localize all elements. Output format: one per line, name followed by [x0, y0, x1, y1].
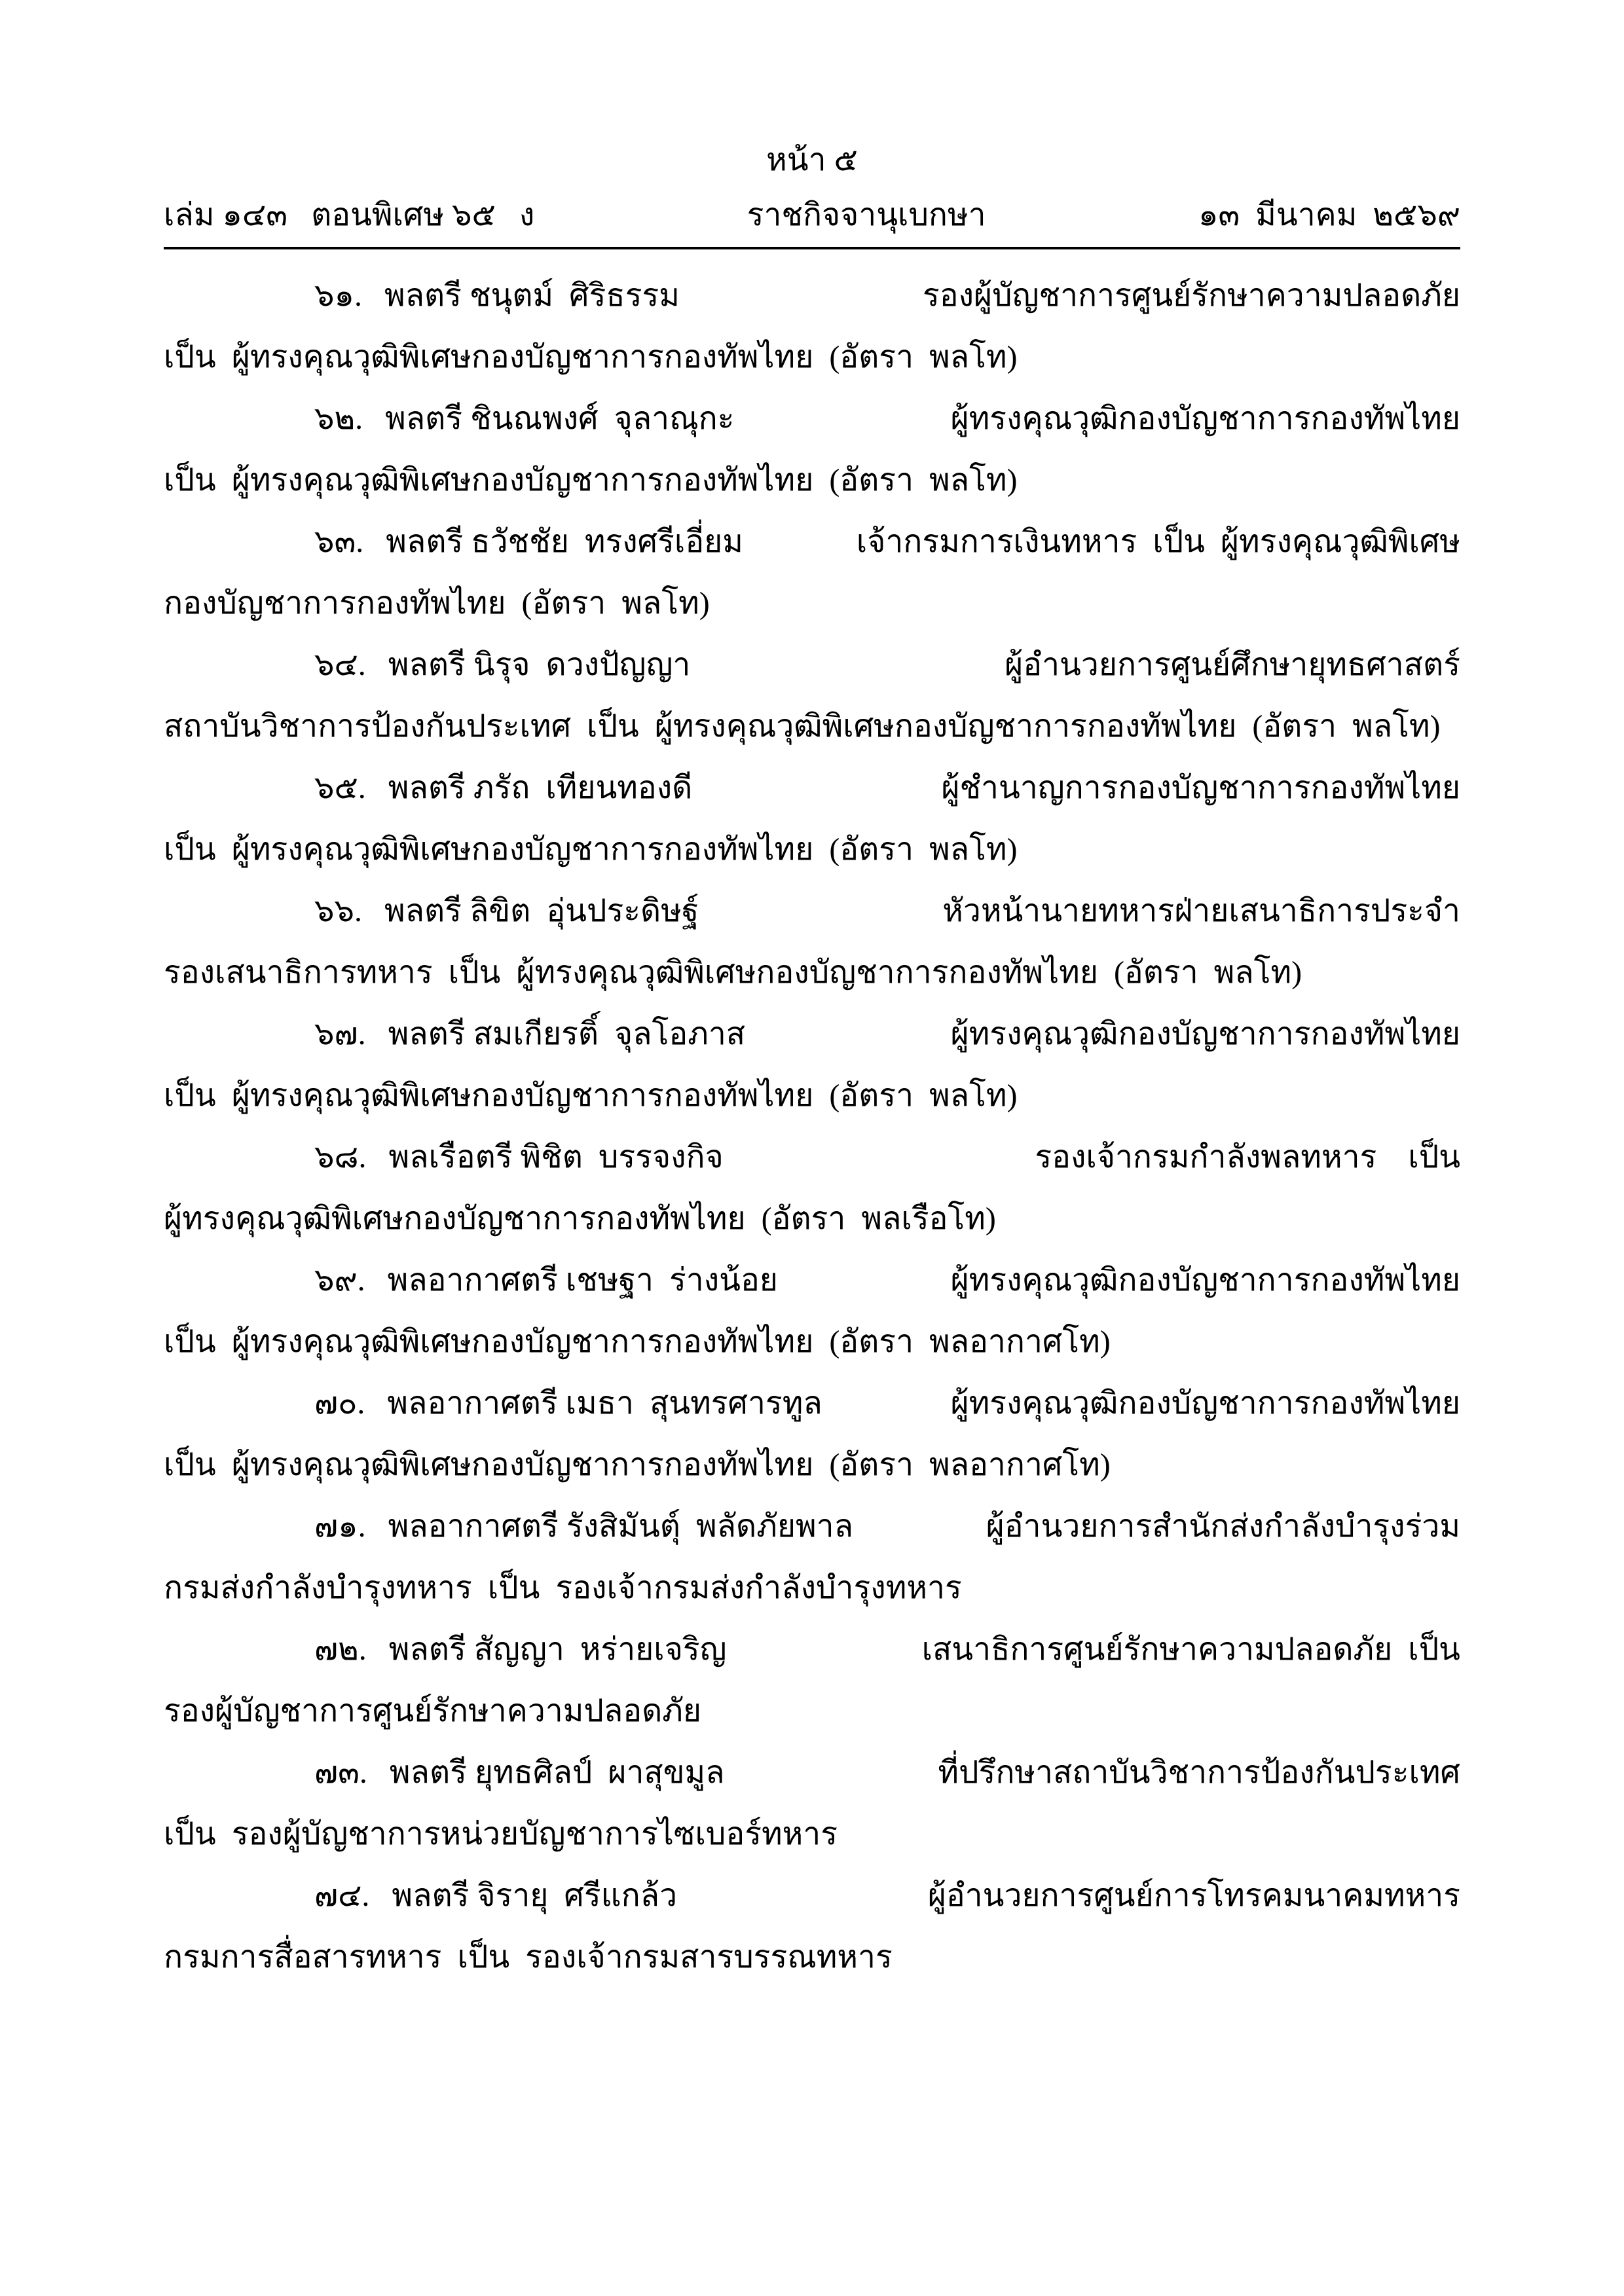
entry-first-line — [164, 511, 1460, 573]
entry-left-group — [164, 1127, 724, 1188]
appointment-continuation: กองบัญชาการกองทัพไทย (อัตรา พลโท) — [164, 586, 710, 621]
appointment-continuation: เป็น ผู้ทรงคุณวุฒิพิเศษกองบัญชาการกองทัพไทย (อัตรา พลโท) — [164, 832, 1018, 867]
header-divider — [164, 247, 1460, 249]
current-position: ผู้ทรงคุณวุฒิกองบัญชาการกองทัพไทย — [950, 401, 1460, 436]
appointment-entry — [164, 1004, 1460, 1127]
entry-first-line — [164, 1127, 1460, 1188]
current-position: ที่ปรึกษาสถาบันวิชาการป้องกันประเทศ — [938, 1755, 1460, 1790]
appointment-continuation: เป็น ผู้ทรงคุณวุฒิพิเศษกองบัญชาการกองทัพไทย (อัตรา พลโท) — [164, 463, 1018, 498]
appointment-entry — [164, 757, 1460, 881]
entry-left-group — [164, 388, 734, 450]
entry-left-group — [164, 1373, 822, 1434]
entry-left-group — [164, 511, 743, 573]
officer-name: พลอากาศตรี เชษฐา ร่างน้อย — [387, 1263, 778, 1298]
current-position: ผู้อำนวยการศูนย์ศึกษายุทธศาสตร์ — [1005, 647, 1460, 682]
appointment-continuation: ผู้ทรงคุณวุฒิพิเศษกองบัญชาการกองทัพไทย (อัตรา พลเรือโท) — [164, 1201, 996, 1236]
entry-number: ๖๗. — [314, 1017, 366, 1051]
current-position: ผู้ทรงคุณวุฒิกองบัญชาการกองทัพไทย — [950, 1386, 1460, 1421]
entry-number: ๗๓. — [314, 1755, 367, 1790]
gazette-title: ราชกิจจานุเบกษา — [747, 198, 986, 232]
entry-number: ๖๙. — [314, 1263, 365, 1298]
entry-number: ๖๒. — [314, 401, 363, 436]
officer-name: พลตรี นิรุจ ดวงปัญญา — [388, 647, 691, 682]
officer-name: พลตรี ชนุตม์ ศิริธรรม — [384, 278, 680, 313]
appointment-continuation: เป็น ผู้ทรงคุณวุฒิพิเศษกองบัญชาการกองทัพไทย (อัตรา พลโท) — [164, 340, 1018, 374]
officer-name: พลตรี จิรายุ ศรีแกล้ว — [392, 1878, 678, 1913]
entry-number: ๗๑. — [314, 1509, 366, 1544]
appointment-entry — [164, 1250, 1460, 1373]
appointment-continuation: รองผู้บัญชาการศูนย์รักษาความปลอดภัย — [164, 1694, 702, 1728]
current-position: เจ้ากรมการเงินทหาร เป็น ผู้ทรงคุณวุฒิพิเศษ — [856, 524, 1460, 559]
entry-number: ๖๘. — [314, 1140, 367, 1175]
appointment-entry — [164, 1496, 1460, 1619]
entry-first-line — [164, 634, 1460, 696]
appointment-entry — [164, 1619, 1460, 1742]
officer-name: พลตรี ภรัถ เทียนทองดี — [388, 771, 693, 805]
entry-number: ๖๓. — [314, 524, 364, 559]
entry-number: ๖๖. — [314, 894, 362, 928]
appointment-entry — [164, 881, 1460, 1004]
appointment-continuation: รองเสนาธิการทหาร เป็น ผู้ทรงคุณวุฒิพิเศษกองบัญชาการกองทัพไทย (อัตรา พลโท) — [164, 955, 1302, 990]
officer-name: พลตรี สัญญา หร่ายเจริญ — [388, 1632, 727, 1667]
appointment-continuation: กรมส่งกำลังบำรุงทหาร เป็น รองเจ้ากรมส่งกำลังบำรุงทหาร — [164, 1571, 962, 1605]
current-position: ผู้ทรงคุณวุฒิกองบัญชาการกองทัพไทย — [950, 1263, 1460, 1298]
entry-number: ๖๑. — [314, 278, 362, 313]
current-position: เสนาธิการศูนย์รักษาความปลอดภัย เป็น — [921, 1632, 1460, 1667]
officer-name: พลตรี ลิขิต อุ่นประดิษฐ์ — [384, 894, 699, 928]
entry-first-line — [164, 265, 1460, 327]
appointment-entry — [164, 1373, 1460, 1496]
entry-first-line — [164, 1496, 1460, 1558]
officer-name: พลเรือตรี พิชิต บรรจงกิจ — [388, 1140, 724, 1175]
entry-number: ๖๔. — [314, 647, 366, 682]
page-number: หน้า ๕ — [766, 143, 858, 177]
entry-left-group — [164, 1004, 745, 1065]
entry-left-group — [164, 1619, 727, 1681]
entry-first-line — [164, 1250, 1460, 1311]
appointment-continuation: เป็น ผู้ทรงคุณวุฒิพิเศษกองบัญชาการกองทัพไทย (อัตรา พลอากาศโท) — [164, 1324, 1111, 1359]
volume-issue-label: เล่ม ๑๔๓ ตอนพิเศษ ๖๕ ง — [164, 198, 535, 232]
officer-name: พลอากาศตรี เมธา สุนทรศารทูล — [387, 1386, 822, 1421]
entry-left-group — [164, 1496, 853, 1558]
officer-name: พลตรี สมเกียรติ์ จุลโอภาส — [388, 1017, 746, 1051]
entry-first-line — [164, 757, 1460, 819]
entry-left-group — [164, 634, 690, 696]
entry-left-group — [164, 757, 692, 819]
appointment-entry — [164, 1127, 1460, 1250]
entry-number: ๗๒. — [314, 1632, 367, 1667]
entry-first-line — [164, 388, 1460, 450]
entry-left-group — [164, 1865, 677, 1927]
entry-left-group — [164, 1742, 725, 1804]
entry-number: ๗๐. — [314, 1386, 365, 1421]
current-position: รองเจ้ากรมกำลังพลทหาร เป็น — [1035, 1140, 1460, 1175]
entry-first-line — [164, 1619, 1460, 1681]
appointment-continuation: เป็น ผู้ทรงคุณวุฒิพิเศษกองบัญชาการกองทัพไทย (อัตรา พลอากาศโท) — [164, 1448, 1111, 1482]
entry-left-group — [164, 265, 680, 327]
entry-first-line — [164, 1865, 1460, 1927]
current-position: ผู้อำนวยการสำนักส่งกำลังบำรุงร่วม — [986, 1509, 1460, 1544]
appointment-entry — [164, 1865, 1460, 1988]
officer-name: พลตรี ธวัชชัย ทรงศรีเอี่ยม — [386, 524, 743, 559]
current-position: ผู้ชำนาญการกองบัญชาการกองทัพไทย — [941, 771, 1460, 805]
issue-date: ๑๓ มีนาคม ๒๕๖๙ — [1198, 198, 1460, 232]
current-position: หัวหน้านายทหารฝ่ายเสนาธิการประจำ — [942, 894, 1460, 928]
entry-first-line — [164, 1373, 1460, 1434]
current-position: ผู้อำนวยการศูนย์การโทรคมนาคมทหาร — [927, 1878, 1460, 1913]
appointment-continuation: สถาบันวิชาการป้องกันประเทศ เป็น ผู้ทรงคุณวุฒิพิเศษกองบัญชาการกองทัพไทย (อัตรา พลโท) — [164, 709, 1441, 744]
appointment-entry — [164, 1742, 1460, 1865]
entry-left-group — [164, 1250, 778, 1311]
entry-first-line — [164, 1004, 1460, 1065]
officer-name: พลตรี ยุทธศิลป์ ผาสุขมูล — [389, 1755, 725, 1790]
officer-name: พลตรี ชินณพงศ์ จุลาณุกะ — [385, 401, 735, 436]
appointment-continuation: เป็น ผู้ทรงคุณวุฒิพิเศษกองบัญชาการกองทัพไทย (อัตรา พลโท) — [164, 1078, 1018, 1113]
entry-first-line — [164, 881, 1460, 942]
entry-number: ๗๔. — [314, 1878, 370, 1913]
page-header — [164, 134, 1460, 249]
appointment-entry — [164, 634, 1460, 757]
appointment-entry — [164, 511, 1460, 634]
current-position: รองผู้บัญชาการศูนย์รักษาความปลอดภัย — [922, 278, 1460, 313]
appointment-continuation: กรมการสื่อสารทหาร เป็น รองเจ้ากรมสารบรรณทหาร — [164, 1940, 893, 1975]
entry-number: ๖๕. — [314, 771, 366, 805]
officer-name: พลอากาศตรี รังสิมันตุ์ พลัดภัยพาล — [388, 1509, 853, 1544]
header-row — [164, 187, 1460, 244]
appointment-entry — [164, 265, 1460, 388]
current-position: ผู้ทรงคุณวุฒิกองบัญชาการกองทัพไทย — [950, 1017, 1460, 1051]
entries — [164, 265, 1460, 1988]
entry-left-group — [164, 881, 699, 942]
appointment-continuation: เป็น รองผู้บัญชาการหน่วยบัญชาการไซเบอร์ทหาร — [164, 1817, 838, 1851]
entry-first-line — [164, 1742, 1460, 1804]
appointment-entry — [164, 388, 1460, 511]
